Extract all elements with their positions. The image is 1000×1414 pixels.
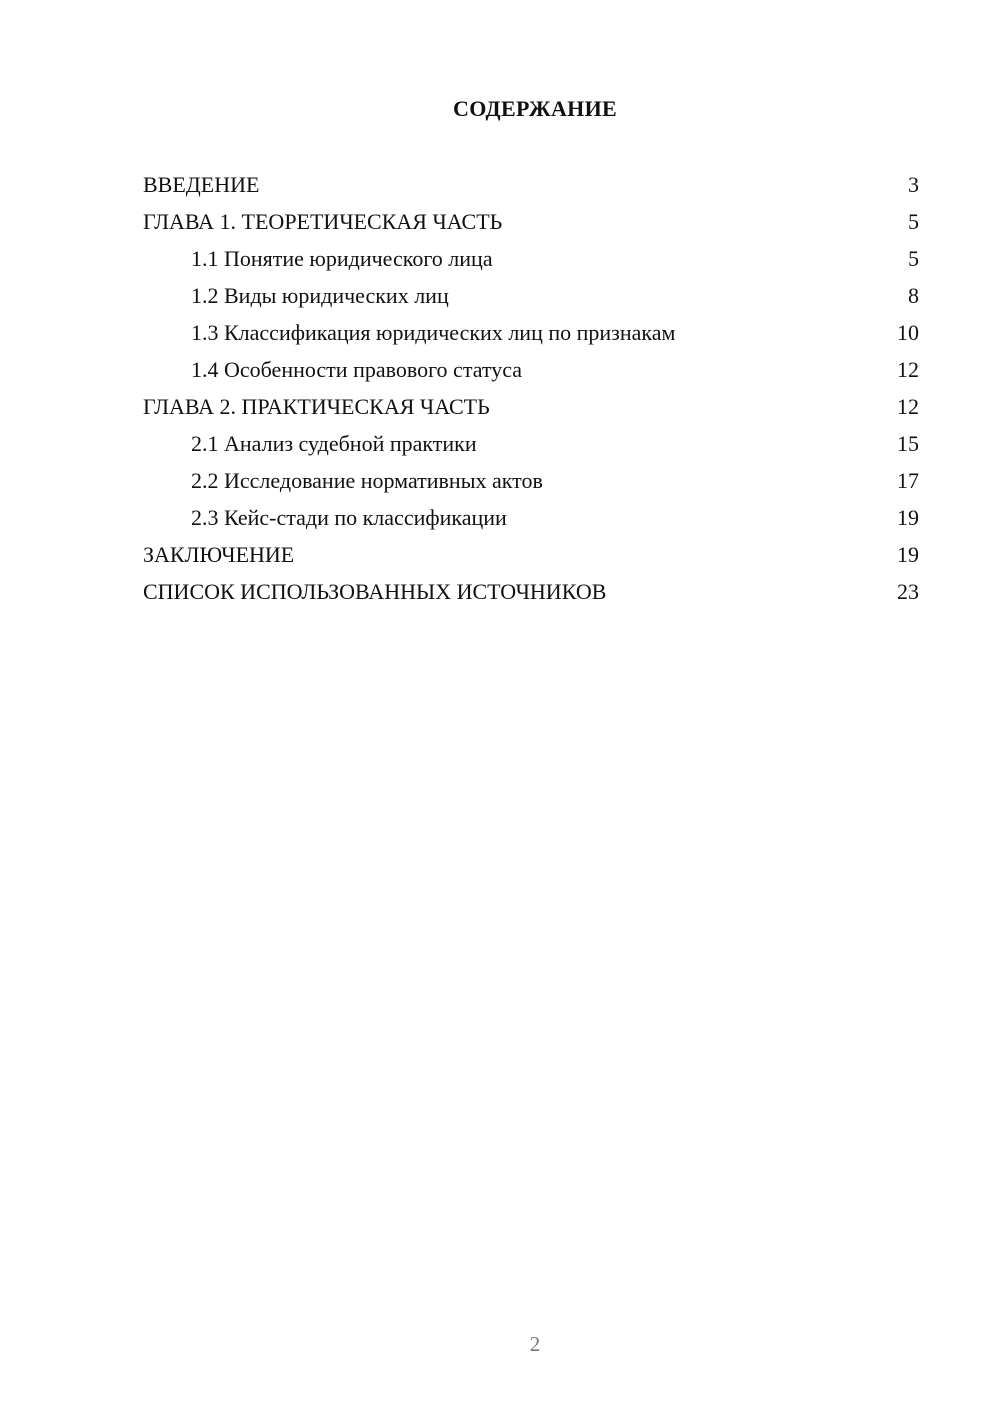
toc-entry-label: 1.1 Понятие юридического лица [191,246,493,271]
toc-entry-page: 3 [908,172,919,197]
toc-entry-label: СПИСОК ИСПОЛЬЗОВАННЫХ ИСТОЧНИКОВ [143,579,607,604]
toc-entry-label: ВВЕДЕНИЕ [143,172,260,197]
toc-entry-page: 12 [897,357,919,382]
toc-entry-section-2-2 [143,462,919,499]
toc-entry-section-1-1 [143,240,919,277]
toc-entry-page: 8 [908,283,919,308]
toc-entry-label: 1.4 Особенности правового статуса [191,357,523,382]
toc-entry-label: ЗАКЛЮЧЕНИЕ [143,542,295,567]
toc-entry-page: 5 [908,209,919,234]
toc-entry-conclusion [143,536,919,573]
toc-entry-page: 19 [897,505,919,530]
table-of-contents [143,166,919,610]
toc-entry-section-2-1 [143,425,919,462]
toc-entry-page: 17 [897,468,919,493]
toc-title: СОДЕРЖАНИЕ [453,96,617,121]
toc-entry-label: ГЛАВА 2. ПРАКТИЧЕСКАЯ ЧАСТЬ [143,394,490,419]
toc-entry-label: ГЛАВА 1. ТЕОРЕТИЧЕСКАЯ ЧАСТЬ [143,209,503,234]
toc-entry-label: 2.2 Исследование нормативных актов [191,468,543,493]
toc-entry-page: 23 [897,579,919,604]
toc-entry-page: 5 [908,246,919,271]
page-number: 2 [529,1332,541,1356]
toc-entry-section-2-3 [143,499,919,536]
toc-entry-page: 10 [897,320,919,345]
toc-entry-label: 1.2 Виды юридических лиц [191,283,449,308]
toc-entry-section-1-4 [143,351,919,388]
toc-entry-page: 12 [897,394,919,419]
toc-entry-page: 19 [897,542,919,567]
toc-entry-label: 2.3 Кейс-стади по классификации [191,505,507,530]
toc-entry-chapter-1 [143,203,919,240]
toc-entry-chapter-2 [143,388,919,425]
toc-entry-references [143,573,919,610]
toc-entry-label: 1.3 Классификация юридических лиц по признакам [191,320,676,345]
toc-entry-introduction [143,166,919,203]
toc-entry-label: 2.1 Анализ судебной практики [191,431,477,456]
toc-entry-section-1-3 [143,314,919,351]
toc-entry-page: 15 [897,431,919,456]
toc-entry-section-1-2 [143,277,919,314]
